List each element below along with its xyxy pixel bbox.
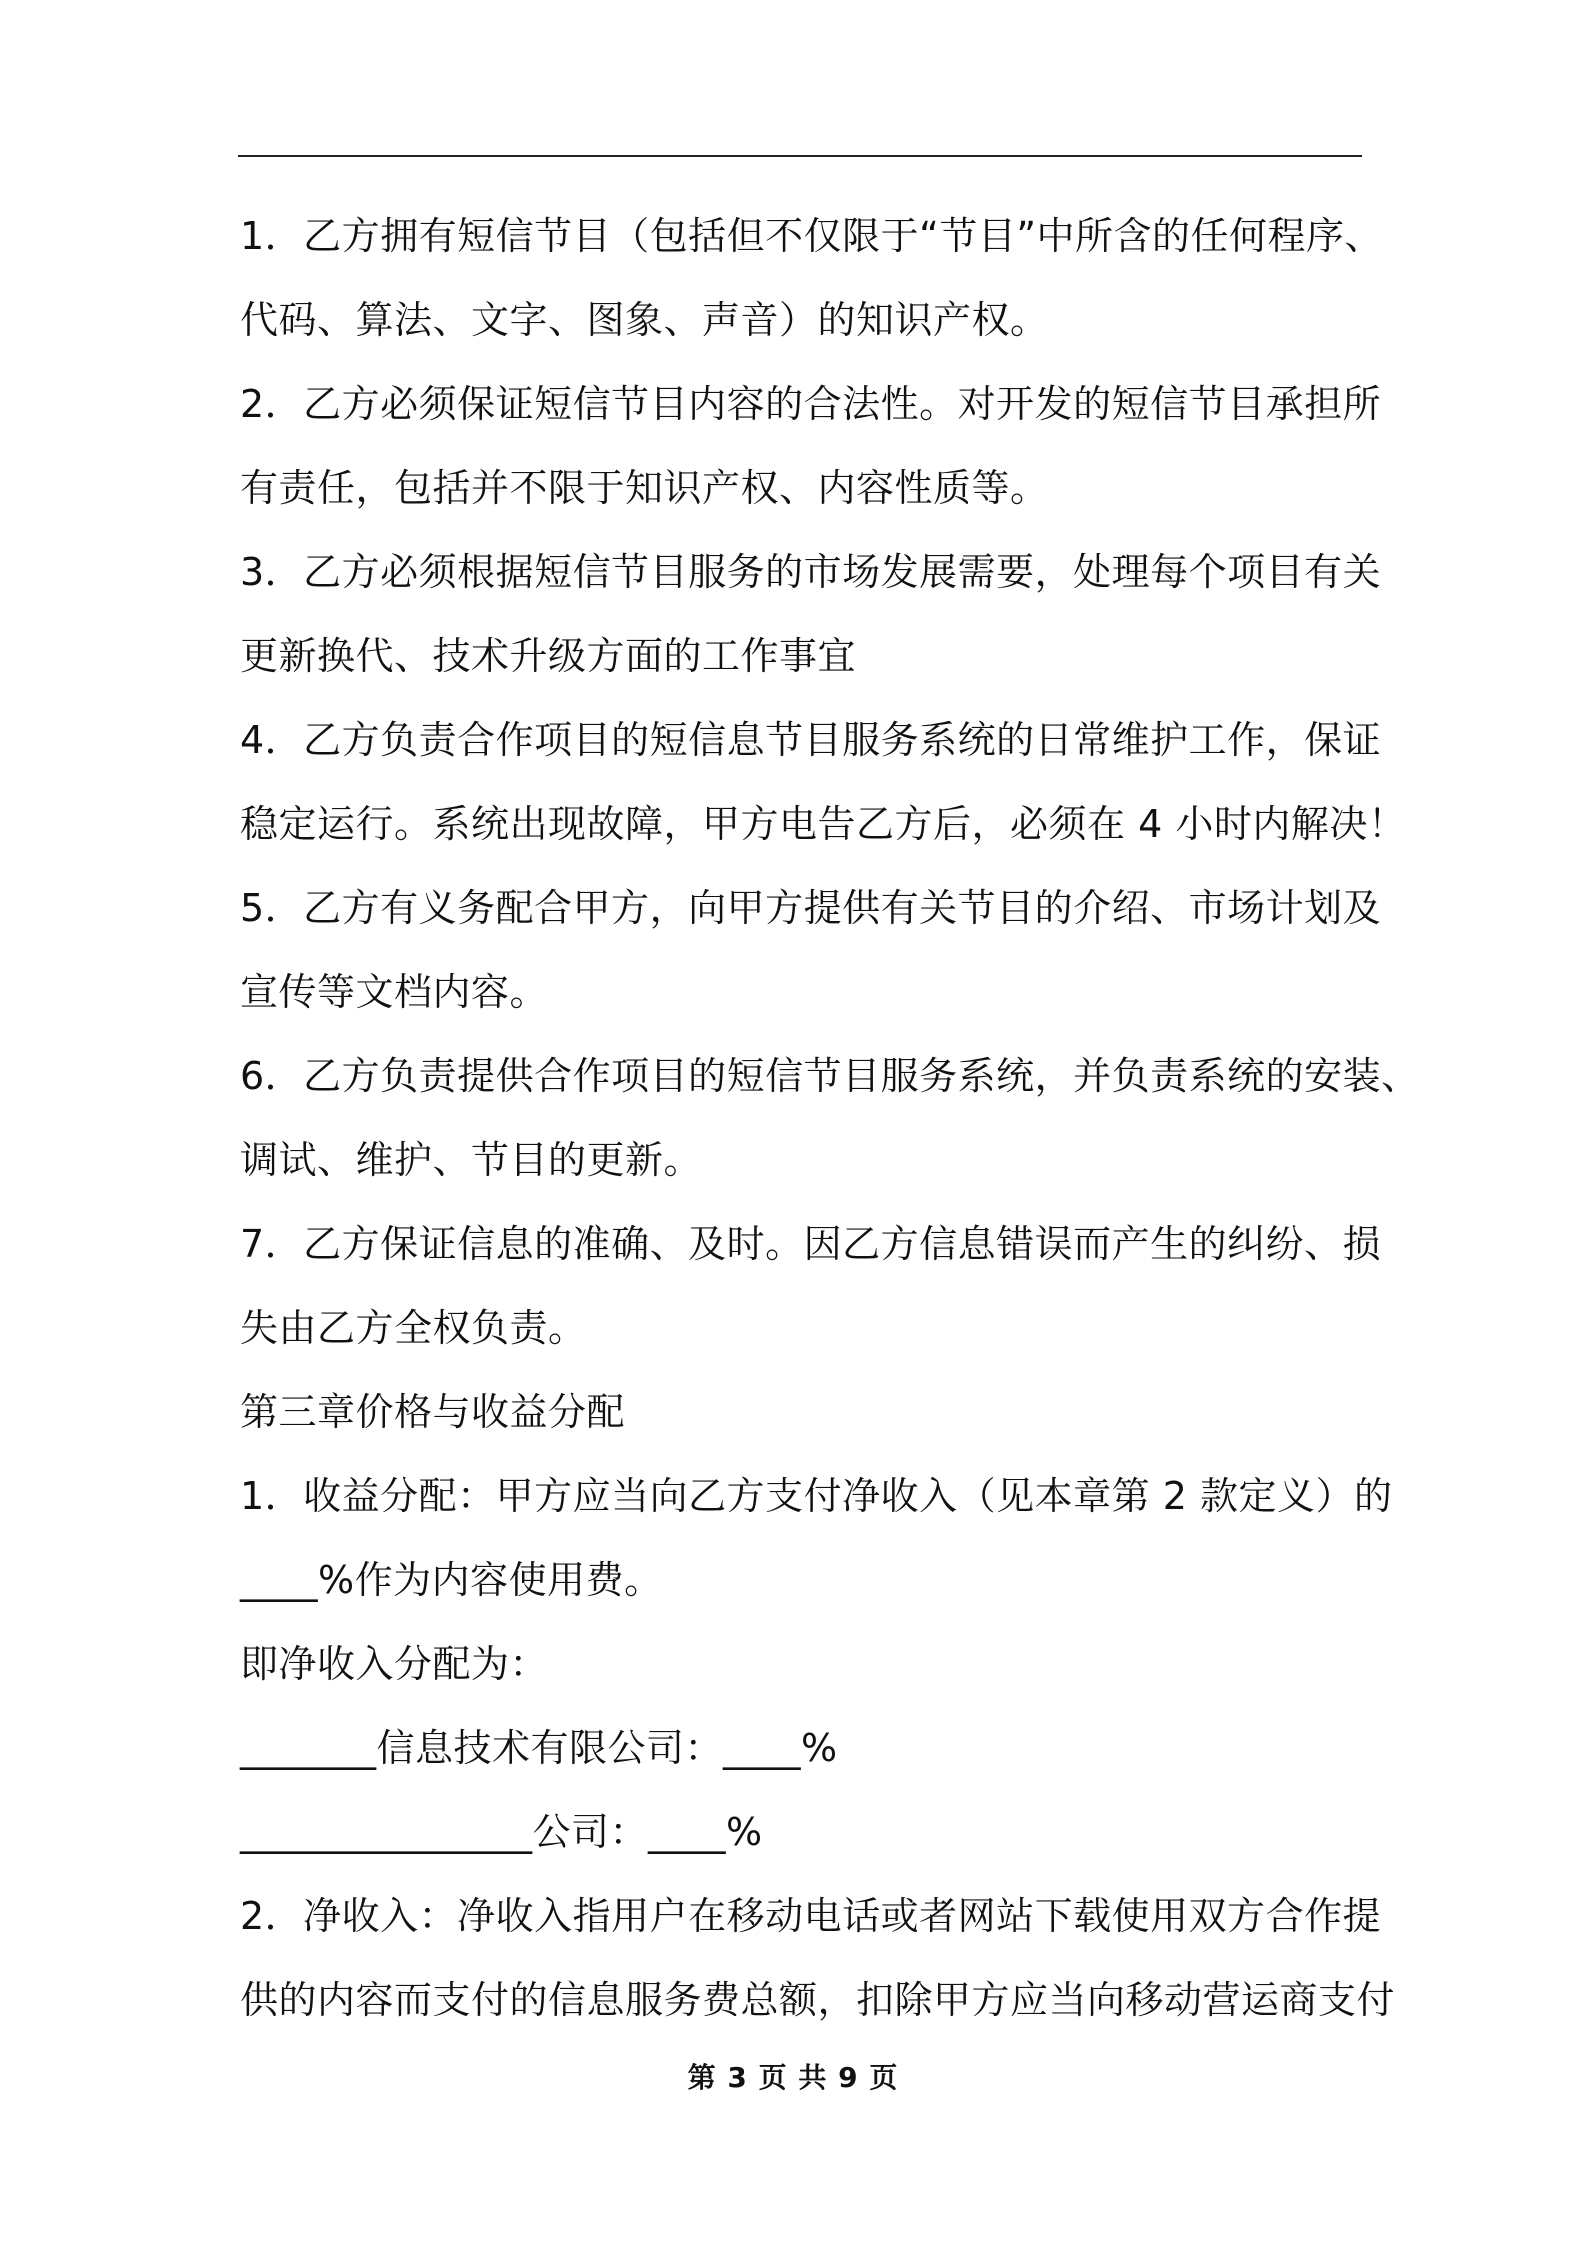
text-line: 供的内容而支付的信息服务费总额，扣除甲方应当向移动营运商支付 xyxy=(240,1978,1396,2022)
text-line: 代码、算法、文字、图象、声音）的知识产权。 xyxy=(240,298,1049,342)
text-line: 更新换代、技术升级方面的工作事宜 xyxy=(240,634,857,678)
text-line: 调试、维护、节目的更新。 xyxy=(240,1138,703,1182)
text-line: 有责任，包括并不限于知识产权、内容性质等。 xyxy=(240,466,1049,510)
text-line: 1．收益分配：甲方应当向乙方支付净收入（见本章第 2 款定义）的 xyxy=(240,1474,1393,1518)
text-line: 5．乙方有义务配合甲方，向甲方提供有关节目的介绍、市场计划及 xyxy=(240,886,1382,930)
text-line: 2．乙方必须保证短信节目内容的合法性。对开发的短信节目承担所 xyxy=(240,382,1382,426)
text-line: 失由乙方全权负责。 xyxy=(240,1306,587,1350)
text-line: 3．乙方必须根据短信节目服务的市场发展需要，处理每个项目有关 xyxy=(240,550,1382,594)
chapter-heading: 第三章价格与收益分配 xyxy=(240,1390,626,1434)
text-line: 6．乙方负责提供合作项目的短信节目服务系统，并负责系统的安装、 xyxy=(240,1054,1420,1098)
text-line: 1．乙方拥有短信节目（包括但不仅限于“节目”中所含的任何程序、 xyxy=(240,214,1384,258)
text-line: 稳定运行。系统出现故障，甲方电告乙方后，必须在 4 小时内解决！ xyxy=(240,802,1407,846)
text-line: 即净收入分配为： xyxy=(240,1642,549,1686)
header-rule xyxy=(238,155,1362,157)
text-line: 宣传等文档内容。 xyxy=(240,970,549,1014)
text-line: 2．净收入：净收入指用户在移动电话或者网站下载使用双方合作提 xyxy=(240,1894,1382,1938)
text-line: 7．乙方保证信息的准确、及时。因乙方信息错误而产生的纠纷、损 xyxy=(240,1222,1382,1266)
text-line: ____%作为内容使用费。 xyxy=(240,1558,663,1602)
page-number: 第 3 页 共 9 页 xyxy=(687,2061,899,2094)
text-line: 4．乙方负责合作项目的短信息节目服务系统的日常维护工作，保证 xyxy=(240,718,1382,762)
fill-in-line: _______________公司：____% xyxy=(240,1810,763,1854)
fill-in-line: _______信息技术有限公司：____% xyxy=(240,1726,838,1770)
document-body xyxy=(240,194,1420,2042)
